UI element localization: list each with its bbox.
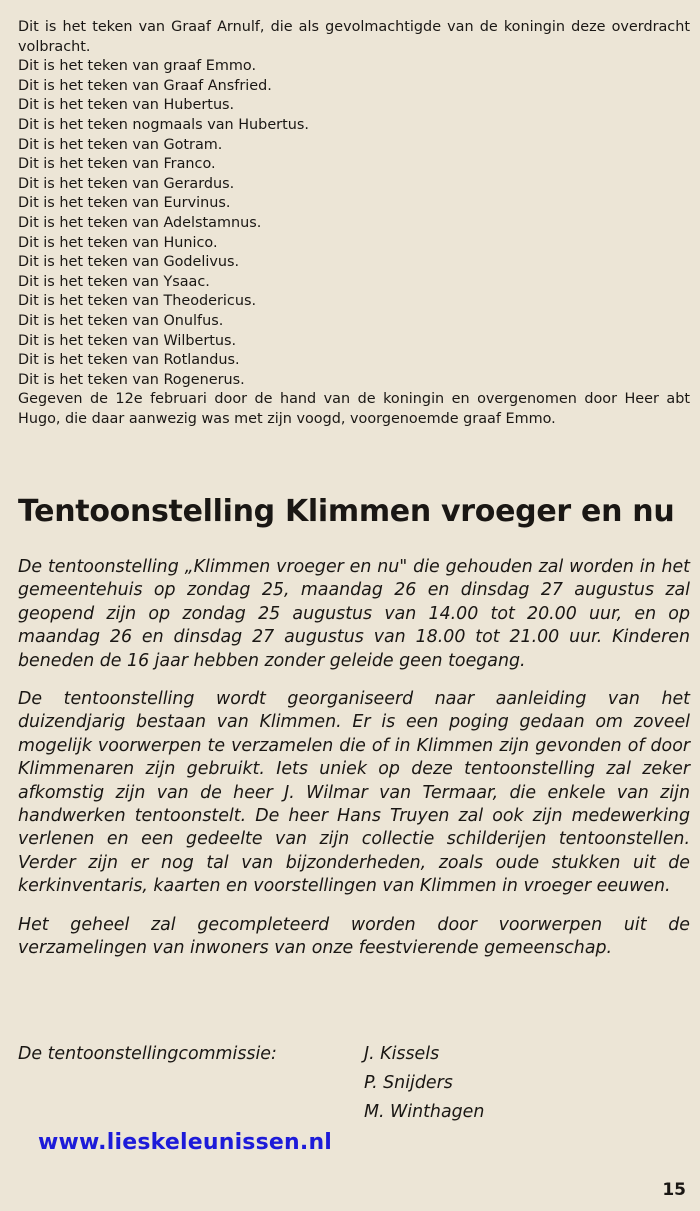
charter-line: Dit is het teken van Godelivus. (18, 254, 240, 271)
website-watermark: www.lieskeleunissen.nl (38, 1130, 333, 1155)
committee-label: De tentoonstellingcommissie: (18, 1044, 277, 1064)
article-paragraph: De tentoonstelling wordt georganiseerd naar aanleiding van het duizendjarig bestaan van Klimmen. Er is een poging gedaan om zoveel mogelijk voorwerpen te verzamelen die of in Klimmen zijn gevonden of door Klimmenaren zijn gebruikt. Iets uniek op deze tentoonstelling zal zeker afkomstig zijn van de heer J. Wilmar van Termaar, die enkele van zijn handwerken tentoonstelt. De heer Hans Truyen zal ook zijn medewerking verlenen en een gedeelte van zijn collectie schilderijen tentoonstellen. Verder zijn er nog tal van bijzonderheden, zoals oude stukken uit de kerkinventaris, kaarten en voorstellingen van Klimmen in vroeger eeuwen. (18, 689, 690, 897)
charter-line: Dit is het teken nogmaals van Hubertus. (18, 116, 309, 133)
charter-sign-list (18, 57, 690, 390)
charter-line: Dit is het teken van Wilbertus. (18, 332, 237, 349)
charter-closing: Gegeven de 12e februari door de hand van de koningin en overgenomen door Heer abt Hugo, die daar aanwezig was met zijn voogd, voorgenoemde graaf Emmo. (18, 391, 690, 427)
charter-intro: Dit is het teken van Graaf Arnulf, die als gevolmachtigde van de koningin deze overdracht volbracht. (18, 19, 690, 55)
charter-line: Dit is het teken van Onulfus. (18, 312, 224, 329)
charter-line: Dit is het teken van Gotram. (18, 136, 223, 153)
charter-line: Dit is het teken van Franco. (18, 156, 216, 173)
charter-line: Dit is het teken van Hunico. (18, 234, 218, 251)
article-title: Tentoonstelling Klimmen vroeger en nu (18, 494, 675, 529)
charter-line: Dit is het teken van Rotlandus. (18, 352, 240, 369)
charter-line: Dit is het teken van Ysaac. (18, 273, 210, 290)
committee-members (364, 1040, 484, 1127)
charter-line: Dit is het teken van Adelstamnus. (18, 214, 262, 231)
committee-member: M. Winthagen (364, 1102, 485, 1122)
charter-line: Dit is het teken van Gerardus. (18, 175, 235, 192)
article-paragraph: De tentoonstelling „Klimmen vroeger en nu" die gehouden zal worden in het gemeentehuis op zondag 25, maandag 26 en dinsdag 27 augustus zal geopend zijn op zondag 25 augustus van 14.00 tot 20.00 uur, en op maandag 26 en dinsdag 27 augustus van 18.00 tot 21.00 uur. Kinderen beneden de 16 jaar hebben zonder geleide geen toegang. (18, 557, 690, 671)
charter-line: Dit is het teken van graaf Emmo. (18, 58, 257, 75)
article-body (18, 556, 690, 976)
charter-line: Dit is het teken van Graaf Ansfried. (18, 77, 272, 94)
charter-line: Dit is het teken van Eurvinus. (18, 195, 231, 212)
charter-text (18, 18, 690, 429)
charter-line: Dit is het teken van Theodericus. (18, 293, 257, 310)
committee-member: J. Kissels (364, 1044, 440, 1064)
committee-member: P. Snijders (364, 1073, 453, 1093)
charter-line: Dit is het teken van Rogenerus. (18, 371, 245, 388)
page-number: 15 (662, 1180, 686, 1200)
charter-line: Dit is het teken van Hubertus. (18, 97, 235, 114)
article-paragraph: Het geheel zal gecompleteerd worden door voorwerpen uit de verzamelingen van inwoners van onze feestvierende gemeenschap. (18, 914, 690, 959)
